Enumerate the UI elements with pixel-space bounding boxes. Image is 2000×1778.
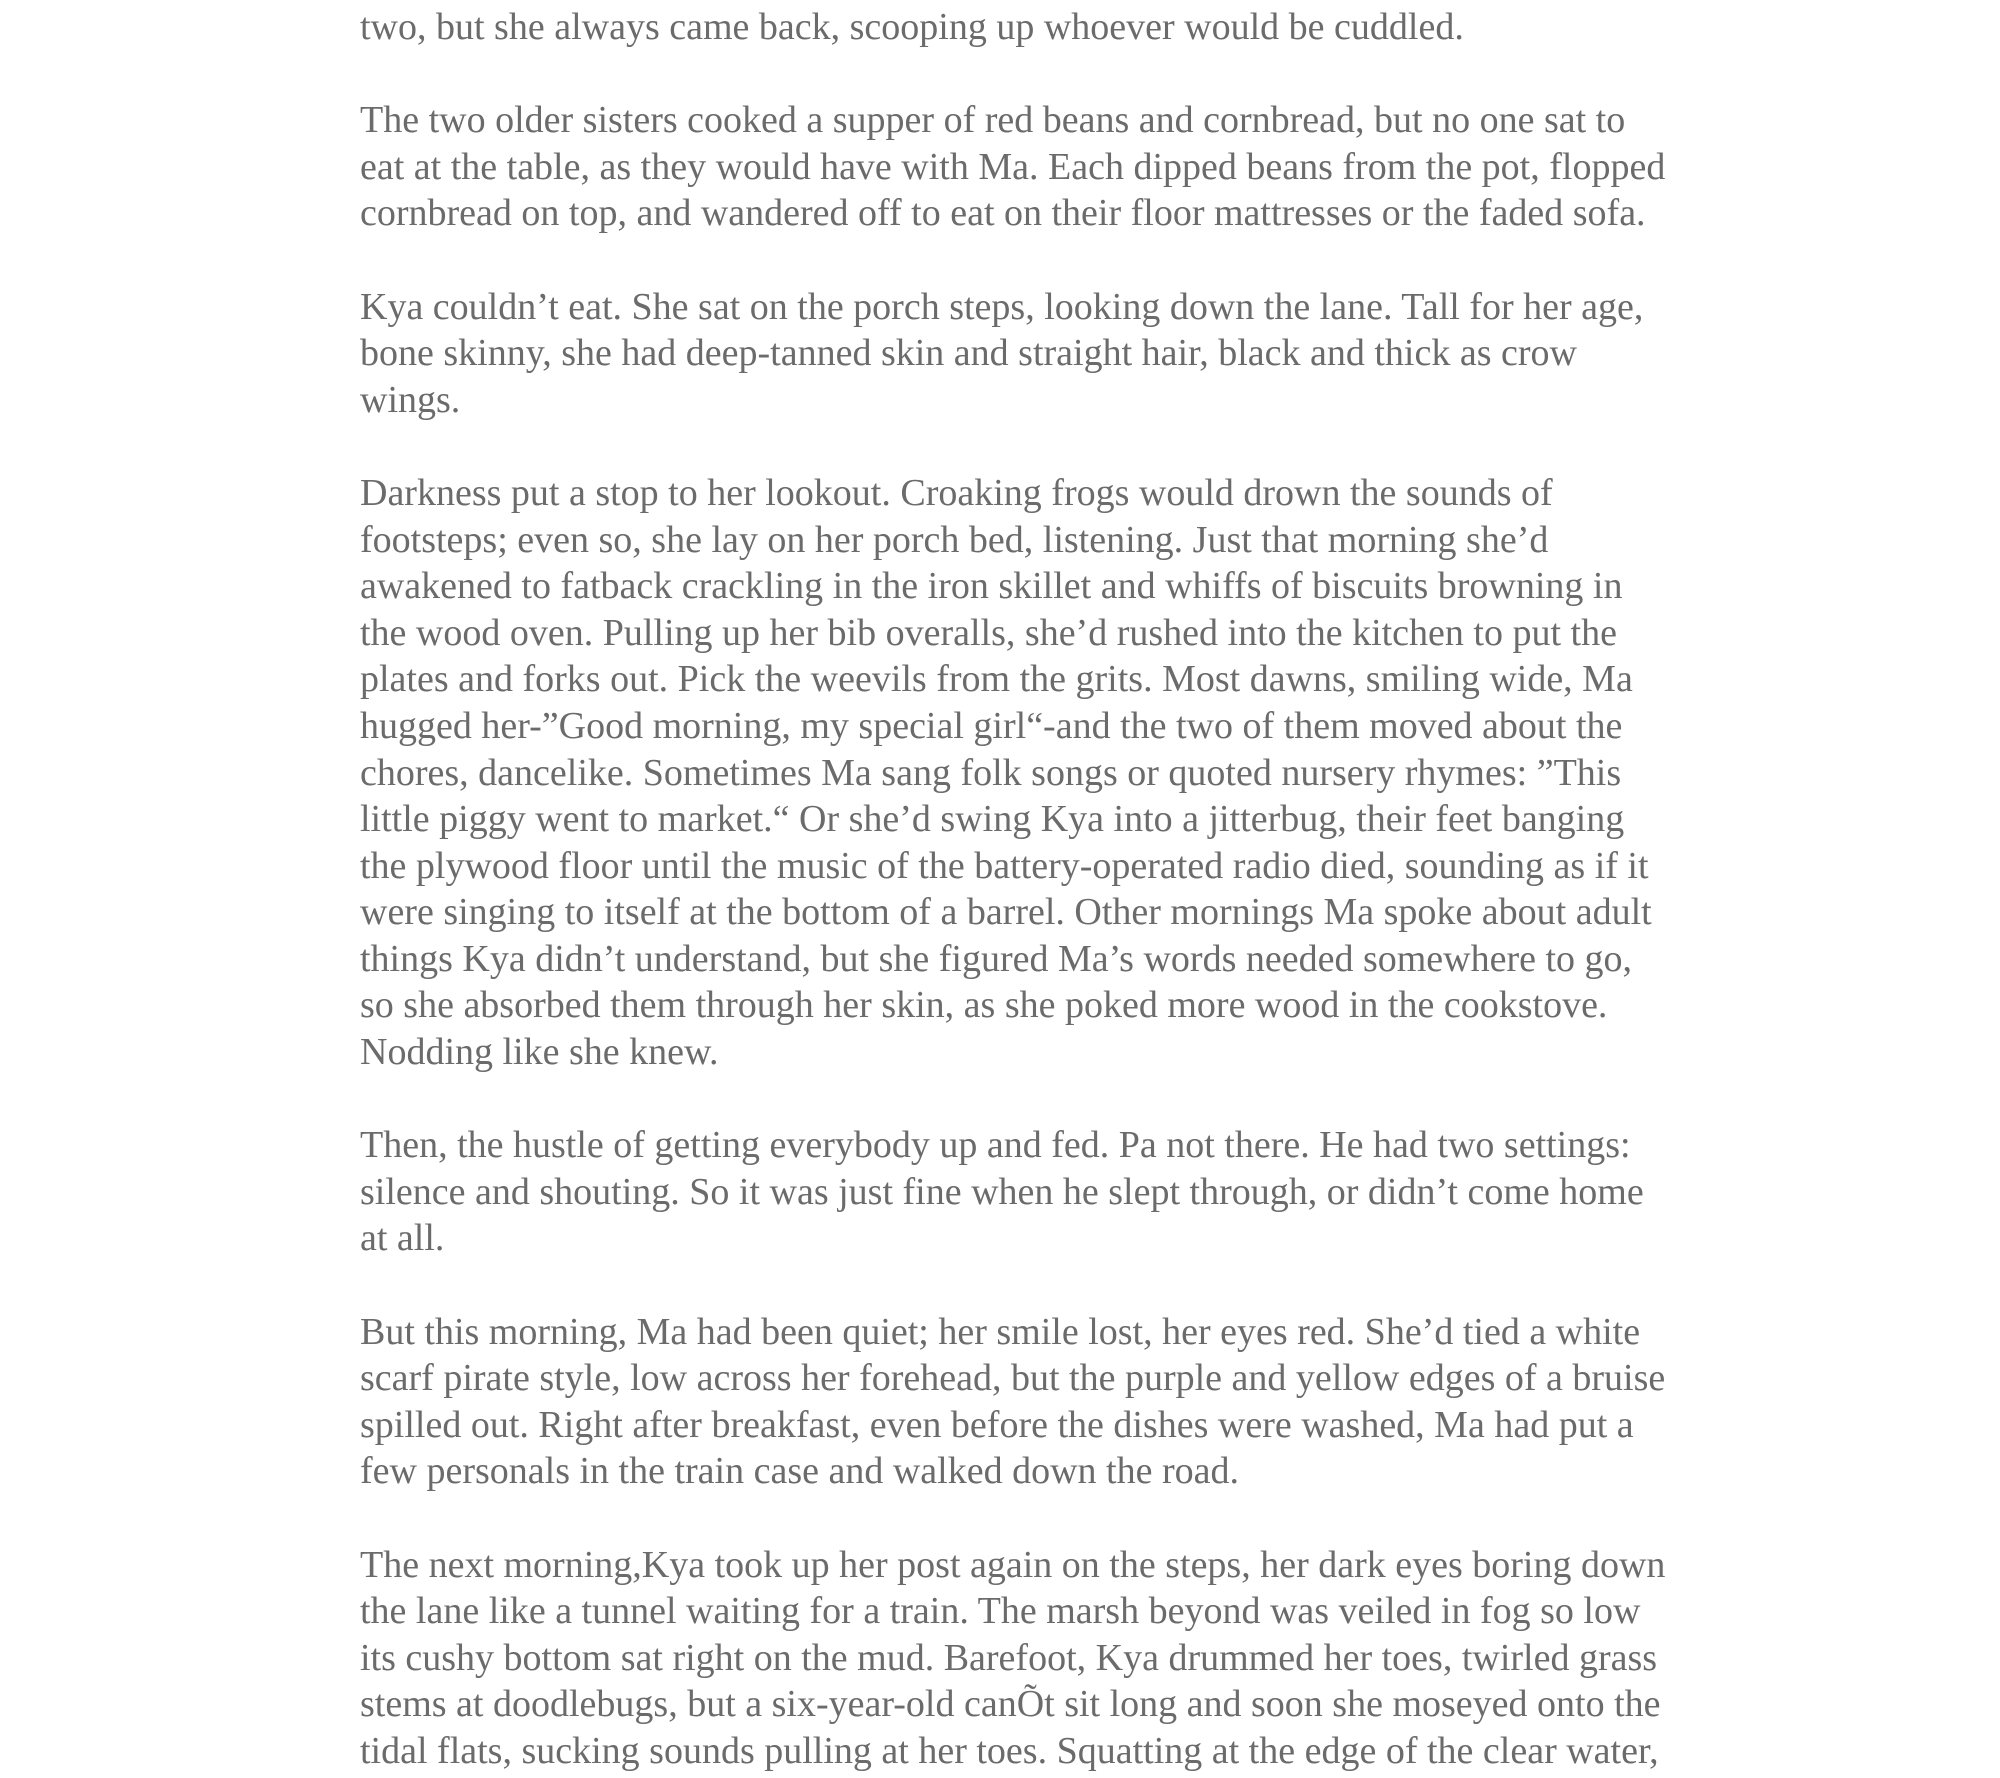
- text-line: the wood oven. Pulling up her bib overalls, she’d rushed into the kitchen to put the: [360, 611, 1617, 654]
- paragraph-1: [360, 4, 1670, 51]
- text-line: The next morning,Kya took up her post again on the steps, her dark eyes boring down: [360, 1543, 1666, 1586]
- text-line: tidal flats, sucking sounds pulling at her toes. Squatting at the edge of the clear water,: [360, 1729, 1659, 1772]
- text-line: footsteps; even so, she lay on her porch bed, listening. Just that morning she’d: [360, 518, 1549, 561]
- text-line: its cushy bottom sat right on the mud. Barefoot, Kya drummed her toes, twirled grass: [360, 1636, 1658, 1679]
- text-line: hugged her-”Good morning, my special girl“-and the two of them moved about the: [360, 704, 1623, 747]
- text-line: awakened to fatback crackling in the iron skillet and whiffs of biscuits browning in: [360, 565, 1623, 608]
- text-line: wings.: [360, 378, 461, 421]
- text-line: so she absorbed them through her skin, as she poked more wood in the cookstove.: [360, 984, 1608, 1027]
- text-line: things Kya didn’t understand, but she figured Ma’s words needed somewhere to go,: [360, 937, 1633, 980]
- text-line: But this morning, Ma had been quiet; her smile lost, her eyes red. She’d tied a white: [360, 1310, 1641, 1353]
- text-line: eat at the table, as they would have with Ma. Each dipped beans from the pot, flopped: [360, 145, 1666, 188]
- text-line: Kya couldn’t eat. She sat on the porch steps, looking down the lane. Tall for her age,: [360, 285, 1644, 328]
- paragraph-4: [360, 470, 1670, 1076]
- text-line: spilled out. Right after breakfast, even before the dishes were washed, Ma had put a: [360, 1403, 1634, 1446]
- text-line: few personals in the train case and walked down the road.: [360, 1450, 1239, 1493]
- text-line: cornbread on top, and wandered off to eat on their floor mattresses or the faded sofa.: [360, 192, 1646, 235]
- paragraph-3: [360, 284, 1670, 424]
- text-line: Nodding like she knew.: [360, 1031, 719, 1074]
- text-line: stems at doodlebugs, but a six-year-old canÕt sit long and soon she moseyed onto the: [360, 1683, 1661, 1726]
- text-line: were singing to itself at the bottom of a barrel. Other mornings Ma spoke about adult: [360, 891, 1652, 934]
- text-line: Then, the hustle of getting everybody up and fed. Pa not there. He had two settings:: [360, 1124, 1631, 1167]
- text-line: the lane like a tunnel waiting for a train. The marsh beyond was veiled in fog so low: [360, 1590, 1641, 1633]
- text-line: scarf pirate style, low across her forehead, but the purple and yellow edges of a bruise: [360, 1357, 1666, 1400]
- paragraph-7: [360, 1542, 1670, 1775]
- paragraph-5: [360, 1122, 1670, 1262]
- text-line: The two older sisters cooked a supper of red beans and cornbread, but no one sat to: [360, 99, 1626, 142]
- text-line: plates and forks out. Pick the weevils from the grits. Most dawns, smiling wide, Ma: [360, 658, 1633, 701]
- text-column: [360, 4, 1670, 1778]
- text-line: at all.: [360, 1217, 445, 1260]
- text-line: bone skinny, she had deep-tanned skin and straight hair, black and thick as crow: [360, 332, 1577, 375]
- text-line: chores, dancelike. Sometimes Ma sang folk songs or quoted nursery rhymes: ”This: [360, 751, 1622, 794]
- paragraph-6: [360, 1309, 1670, 1495]
- text-line: two, but she always came back, scooping up whoever would be cuddled.: [360, 6, 1464, 48]
- text-line: silence and shouting. So it was just fine when he slept through, or didn’t come home: [360, 1170, 1644, 1213]
- text-line: the plywood floor until the music of the battery-operated radio died, sounding as if it: [360, 844, 1649, 887]
- paragraph-2: [360, 97, 1670, 237]
- text-line: little piggy went to market.“ Or she’d swing Kya into a jitterbug, their feet banging: [360, 798, 1625, 841]
- text-line: Darkness put a stop to her lookout. Croaking frogs would drown the sounds of: [360, 471, 1553, 514]
